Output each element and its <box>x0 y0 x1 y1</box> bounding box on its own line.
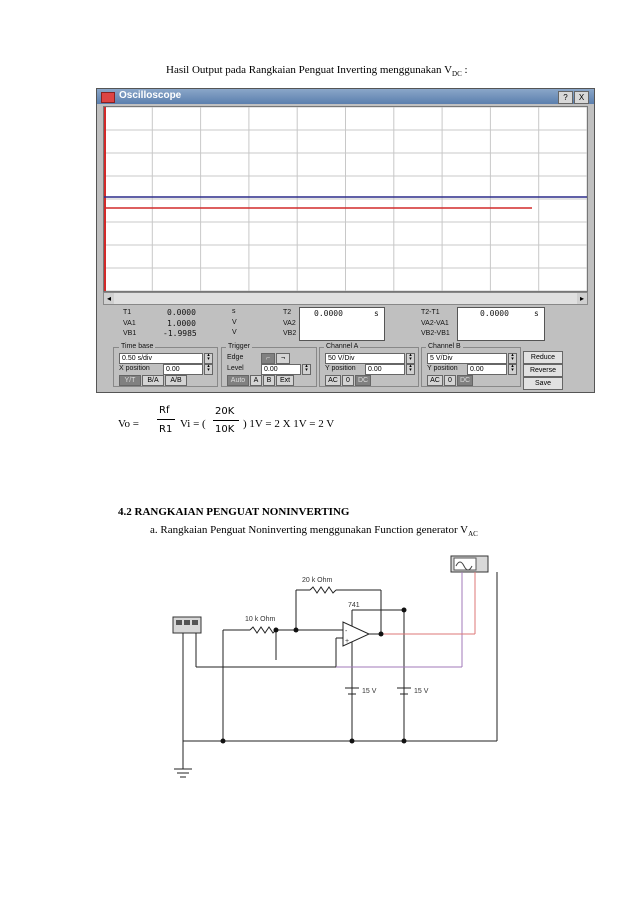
supply2-label: 15 V <box>414 688 429 695</box>
channel-a-scale-field[interactable]: 50 V/Div <box>325 353 405 364</box>
channel-b-dc-button[interactable]: DC <box>457 375 473 386</box>
ba-mode-button[interactable]: B/A <box>142 375 164 386</box>
t1-time: 0.0000 <box>167 308 196 317</box>
oscilloscope-title: Oscilloscope <box>119 90 182 101</box>
va2-label: VA2 <box>283 320 296 327</box>
channel-b-scale-field[interactable]: 5 V/Div <box>427 353 507 364</box>
trigger-a-button[interactable]: A <box>250 375 262 386</box>
channel-b-ypos-label: Y position <box>427 365 458 372</box>
section-item: a. Rangkaian Penguat Noninverting menggunakan Function generator $V_{AC}$ <box>150 524 478 539</box>
channel-a-ypos-label: Y position <box>325 365 356 372</box>
help-button[interactable]: ? <box>558 91 573 104</box>
xpos-label: X position <box>119 365 150 372</box>
vb1-label: VB1 <box>123 330 137 337</box>
formula-num1: Rf <box>159 405 170 416</box>
t1-unit: s <box>232 308 236 315</box>
page-heading: Hasil Output pada Rangkaian Penguat Inverting menggunakan $V_{DC}$ : <box>166 64 468 79</box>
vb2-vb1-label: VB2-VB1 <box>421 330 450 337</box>
reduce-button[interactable]: Reduce <box>523 351 563 364</box>
formula-num2: 20K <box>215 406 235 417</box>
va1-label: VA1 <box>123 320 136 327</box>
channel-a-dc-button[interactable]: DC <box>355 375 371 386</box>
opamp-plus: + <box>345 638 350 645</box>
opamp-minus: - <box>345 628 348 635</box>
formula-rhs: ) 1V = 2 X 1V = 2 V <box>243 418 335 430</box>
level-field[interactable]: 0.00 <box>261 364 301 375</box>
falling-edge-icon[interactable]: ¬ <box>276 353 290 364</box>
va2-va1-label: VA2-VA1 <box>421 320 449 327</box>
scroll-right-arrow-icon[interactable]: ▸ <box>577 293 587 304</box>
channel-a-ypos-field[interactable]: 0.00 <box>365 364 405 375</box>
t2-t1-time: 0.0000 <box>480 309 509 318</box>
timebase-spinner-icon[interactable]: ▴ ▾ <box>204 353 213 364</box>
vb1-unit: V <box>232 329 237 336</box>
xpos-spinner-icon[interactable]: ▴ ▾ <box>204 364 213 375</box>
yt-mode-button[interactable]: Y/T <box>119 375 141 386</box>
channel-b-title: Channel B <box>428 343 461 350</box>
va1-value: 1.0000 <box>167 319 196 328</box>
level-spinner-icon[interactable]: ▴ ▾ <box>302 364 311 375</box>
t1-label: T1 <box>123 309 132 316</box>
channel-b-spinner-icon[interactable]: ▴ ▾ <box>508 353 517 364</box>
formula-den1: R1 <box>159 424 173 435</box>
xpos-field[interactable]: 0.00 <box>163 364 203 375</box>
formula-lhs: Vo = <box>118 418 139 430</box>
vb2-label: VB2 <box>283 330 297 337</box>
channel-a-ypos-spinner-icon[interactable]: ▴ ▾ <box>406 364 415 375</box>
channel-b-ac-button[interactable]: AC <box>427 375 443 386</box>
channel-b-ypos-spinner-icon[interactable]: ▴ ▾ <box>508 364 517 375</box>
close-button[interactable]: X <box>574 91 589 104</box>
reverse-button[interactable]: Reverse <box>523 364 563 377</box>
save-button[interactable]: Save <box>523 377 563 390</box>
channel-b-zero-button[interactable]: 0 <box>444 375 456 386</box>
t2-time: 0.0000 <box>314 309 343 318</box>
supply1-label: 15 V <box>362 688 377 695</box>
channel-a-zero-button[interactable]: 0 <box>342 375 354 386</box>
t2-t1-unit: s <box>534 309 539 318</box>
opamp-label: 741 <box>348 602 360 609</box>
feedback-resistor-label: 20 k Ohm <box>302 577 333 584</box>
channel-a-ac-button[interactable]: AC <box>325 375 341 386</box>
level-label: Level <box>227 365 244 372</box>
rising-edge-icon[interactable]: ⌐ <box>261 353 275 364</box>
vb1-value: -1.9985 <box>163 329 197 338</box>
t2-t1-label: T2-T1 <box>421 309 440 316</box>
trigger-auto-button[interactable]: Auto <box>227 375 249 386</box>
edge-label: Edge <box>227 354 244 361</box>
trigger-title: Trigger <box>228 343 250 350</box>
ab-mode-button[interactable]: A/B <box>165 375 187 386</box>
va1-unit: V <box>232 319 237 326</box>
trigger-b-button[interactable]: B <box>263 375 275 386</box>
section-title: 4.2 RANGKAIAN PENGUAT NONINVERTING <box>118 506 350 518</box>
t2-label: T2 <box>283 309 292 316</box>
input-resistor-label: 10 k Ohm <box>245 616 276 623</box>
channel-b-ypos-field[interactable]: 0.00 <box>467 364 507 375</box>
formula-mid: Vi = ( <box>180 418 206 430</box>
channel-a-spinner-icon[interactable]: ▴ ▾ <box>406 353 415 364</box>
channel-a-title: Channel A <box>326 343 359 350</box>
timebase-title: Time base <box>121 343 154 350</box>
timebase-field[interactable]: 0.50 s/div <box>119 353 203 364</box>
t2-unit: s <box>374 309 379 318</box>
trigger-ext-button[interactable]: Ext <box>276 375 294 386</box>
scroll-left-arrow-icon[interactable]: ◂ <box>104 293 114 304</box>
formula-den2: 10K <box>215 424 235 435</box>
